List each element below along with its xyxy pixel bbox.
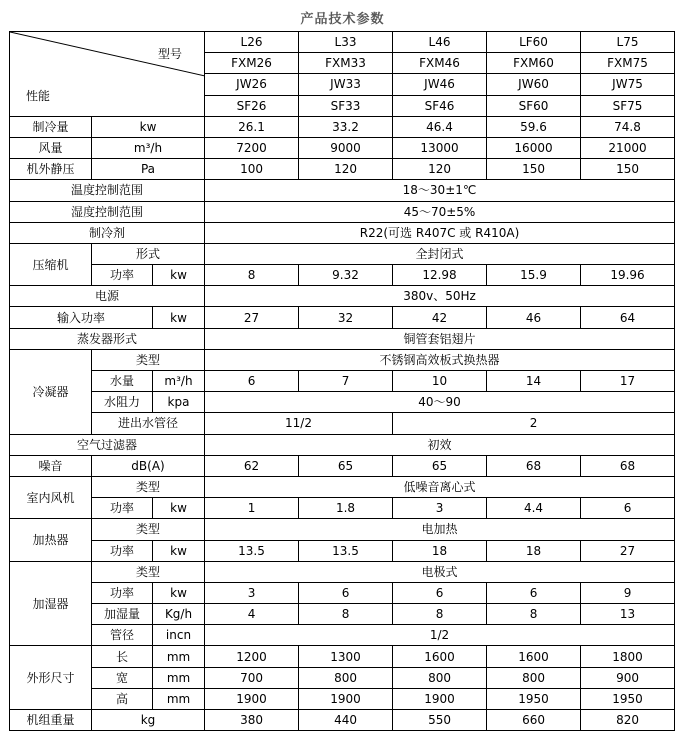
value-cell: 3 — [393, 498, 487, 519]
value-cell: 74.8 — [581, 116, 675, 137]
value-cell: 1600 — [393, 646, 487, 667]
temp-range-row — [10, 180, 675, 201]
humidifier-power-row — [10, 582, 675, 603]
model-cell: SF33 — [299, 95, 393, 116]
row-label: 制冷剂 — [10, 222, 205, 243]
row-label: 温度控制范围 — [10, 180, 205, 201]
value-cell: 46.4 — [393, 116, 487, 137]
row-label: 噪音 — [10, 455, 92, 476]
value-cell: 11/2 — [205, 413, 393, 434]
row-group-label: 加热器 — [10, 519, 92, 561]
model-cell: FXM33 — [299, 53, 393, 74]
value-cell: 800 — [299, 667, 393, 688]
row-label: 机组重量 — [10, 710, 92, 731]
sub-label: 形式 — [92, 243, 205, 264]
sub-label: 水量 — [92, 371, 153, 392]
model-cell: FXM26 — [205, 53, 299, 74]
model-cell: JW60 — [487, 74, 581, 95]
heater-type-row — [10, 519, 675, 540]
unit-cell: kw — [153, 540, 205, 561]
sub-label: 进出水管径 — [92, 413, 205, 434]
value-cell: 1900 — [393, 688, 487, 709]
model-cell: JW75 — [581, 74, 675, 95]
value-cell: 1 — [205, 498, 299, 519]
value-cell: 150 — [581, 159, 675, 180]
cooling-row — [10, 116, 675, 137]
row-label: 机外静压 — [10, 159, 92, 180]
value-cell: 4.4 — [487, 498, 581, 519]
unit-cell: Kg/h — [153, 604, 205, 625]
unit-cell: Pa — [92, 159, 205, 180]
dimension-length-row — [10, 646, 675, 667]
model-cell: LF60 — [487, 32, 581, 53]
value-cell: 1300 — [299, 646, 393, 667]
value-cell: 6 — [299, 582, 393, 603]
unit-cell: dB(A) — [92, 455, 205, 476]
row-group-label: 室内风机 — [10, 476, 92, 518]
sub-label: 功率 — [92, 498, 153, 519]
model-cell: SF60 — [487, 95, 581, 116]
unit-cell: kw — [153, 498, 205, 519]
unit-cell: kw — [153, 307, 205, 328]
value-cell: 7 — [299, 371, 393, 392]
evaporator-row — [10, 328, 675, 349]
value-cell: 18 — [393, 540, 487, 561]
value-cell: 6 — [393, 582, 487, 603]
sub-label: 水阻力 — [92, 392, 153, 413]
dimension-width-row — [10, 667, 675, 688]
air-filter-row — [10, 434, 675, 455]
value-cell: 900 — [581, 667, 675, 688]
model-cell: FXM75 — [581, 53, 675, 74]
sub-label: 宽 — [92, 667, 153, 688]
condenser-resistance-row — [10, 392, 675, 413]
value-cell: 3 — [205, 582, 299, 603]
humidifier-amount-row — [10, 604, 675, 625]
model-cell: SF26 — [205, 95, 299, 116]
row-label: 电源 — [10, 286, 205, 307]
model-cell: FXM46 — [393, 53, 487, 74]
value-cell: 1200 — [205, 646, 299, 667]
value-cell: 1.8 — [299, 498, 393, 519]
value-cell: 9.32 — [299, 265, 393, 286]
value-cell: 17 — [581, 371, 675, 392]
value-cell: 13.5 — [205, 540, 299, 561]
heater-power-row — [10, 540, 675, 561]
value-cell: 1600 — [487, 646, 581, 667]
header-diagonal-cell — [10, 32, 205, 117]
condenser-type-row — [10, 349, 675, 370]
row-group-label: 外形尺寸 — [10, 646, 92, 710]
value-cell: 7200 — [205, 137, 299, 158]
unit-cell: mm — [153, 646, 205, 667]
value-cell: 16000 — [487, 137, 581, 158]
unit-cell: m³/h — [92, 137, 205, 158]
sub-label: 类型 — [92, 476, 205, 497]
value-cell: 6 — [581, 498, 675, 519]
value-cell: 62 — [205, 455, 299, 476]
value-cell: 8 — [393, 604, 487, 625]
value-cell: 660 — [487, 710, 581, 731]
value-cell: 68 — [487, 455, 581, 476]
value-cell: 电极式 — [205, 561, 675, 582]
value-cell: 59.6 — [487, 116, 581, 137]
value-cell: 700 — [205, 667, 299, 688]
row-label: 蒸发器形式 — [10, 328, 205, 349]
value-cell: 全封闭式 — [205, 243, 675, 264]
value-cell: 1950 — [487, 688, 581, 709]
model-cell: JW26 — [205, 74, 299, 95]
compressor-form-row — [10, 243, 675, 264]
value-cell: 40～90 — [205, 392, 675, 413]
row-group-label: 加湿器 — [10, 561, 92, 646]
page-title: 产品技术参数 — [300, 12, 385, 27]
power-supply-row — [10, 286, 675, 307]
value-cell: 26.1 — [205, 116, 299, 137]
condenser-water-row — [10, 371, 675, 392]
dimension-height-row — [10, 688, 675, 709]
header-row-1 — [10, 32, 675, 53]
value-cell: 9 — [581, 582, 675, 603]
model-cell: L75 — [581, 32, 675, 53]
value-cell: 铜管套铝翅片 — [205, 328, 675, 349]
unit-cell: kg — [92, 710, 205, 731]
unit-cell: m³/h — [153, 371, 205, 392]
value-cell: 380 — [205, 710, 299, 731]
model-cell: SF46 — [393, 95, 487, 116]
model-cell: L46 — [393, 32, 487, 53]
row-label: 湿度控制范围 — [10, 201, 205, 222]
row-group-label: 冷凝器 — [10, 349, 92, 434]
weight-row — [10, 710, 675, 731]
value-cell: 440 — [299, 710, 393, 731]
value-cell: 13.5 — [299, 540, 393, 561]
value-cell: 42 — [393, 307, 487, 328]
unit-cell: kw — [153, 582, 205, 603]
humidifier-pipe-row — [10, 625, 675, 646]
refrigerant-row — [10, 222, 675, 243]
value-cell: 820 — [581, 710, 675, 731]
model-label: 型号 — [158, 47, 183, 61]
unit-cell: kpa — [153, 392, 205, 413]
diagonal-line — [10, 32, 205, 116]
sub-label: 类型 — [92, 561, 205, 582]
model-cell: L26 — [205, 32, 299, 53]
value-cell: 1900 — [299, 688, 393, 709]
value-cell: 8 — [299, 604, 393, 625]
model-cell: L33 — [299, 32, 393, 53]
unit-cell: mm — [153, 688, 205, 709]
value-cell: 21000 — [581, 137, 675, 158]
value-cell: 120 — [299, 159, 393, 180]
unit-cell: kw — [92, 116, 205, 137]
unit-cell: kw — [153, 265, 205, 286]
sub-label: 管径 — [92, 625, 153, 646]
value-cell: 1900 — [205, 688, 299, 709]
value-cell: 9000 — [299, 137, 393, 158]
sub-label: 高 — [92, 688, 153, 709]
value-cell: 4 — [205, 604, 299, 625]
value-cell: 10 — [393, 371, 487, 392]
value-cell: 64 — [581, 307, 675, 328]
value-cell: 150 — [487, 159, 581, 180]
value-cell: 380v、50Hz — [205, 286, 675, 307]
sub-label: 类型 — [92, 519, 205, 540]
value-cell: 15.9 — [487, 265, 581, 286]
value-cell: 100 — [205, 159, 299, 180]
sub-label: 功率 — [92, 540, 153, 561]
value-cell: 33.2 — [299, 116, 393, 137]
performance-label: 性能 — [26, 89, 51, 103]
model-cell: FXM60 — [487, 53, 581, 74]
value-cell: 2 — [393, 413, 675, 434]
input-power-row — [10, 307, 675, 328]
noise-row — [10, 455, 675, 476]
value-cell: 1/2 — [205, 625, 675, 646]
airflow-row — [10, 137, 675, 158]
row-label: 风量 — [10, 137, 92, 158]
value-cell: 27 — [581, 540, 675, 561]
value-cell: 12.98 — [393, 265, 487, 286]
indoor-fan-type-row — [10, 476, 675, 497]
value-cell: 18～30±1℃ — [205, 180, 675, 201]
value-cell: 1800 — [581, 646, 675, 667]
value-cell: 800 — [487, 667, 581, 688]
condenser-pipe-row — [10, 413, 675, 434]
humidifier-type-row — [10, 561, 675, 582]
value-cell: 19.96 — [581, 265, 675, 286]
value-cell: 65 — [393, 455, 487, 476]
value-cell: R22(可选 R407C 或 R410A) — [205, 222, 675, 243]
value-cell: 13 — [581, 604, 675, 625]
value-cell: 46 — [487, 307, 581, 328]
value-cell: 550 — [393, 710, 487, 731]
compressor-power-row — [10, 265, 675, 286]
value-cell: 13000 — [393, 137, 487, 158]
static-pressure-row — [10, 159, 675, 180]
sub-label: 功率 — [92, 582, 153, 603]
indoor-fan-power-row — [10, 498, 675, 519]
unit-cell: incn — [153, 625, 205, 646]
value-cell: 800 — [393, 667, 487, 688]
unit-cell: mm — [153, 667, 205, 688]
value-cell: 27 — [205, 307, 299, 328]
row-label: 输入功率 — [10, 307, 153, 328]
value-cell: 68 — [581, 455, 675, 476]
sub-label: 长 — [92, 646, 153, 667]
value-cell: 120 — [393, 159, 487, 180]
value-cell: 18 — [487, 540, 581, 561]
sub-label: 功率 — [92, 265, 153, 286]
value-cell: 65 — [299, 455, 393, 476]
model-cell: SF75 — [581, 95, 675, 116]
model-cell: JW46 — [393, 74, 487, 95]
value-cell: 32 — [299, 307, 393, 328]
value-cell: 45～70±5% — [205, 201, 675, 222]
row-label: 空气过滤器 — [10, 434, 205, 455]
value-cell: 初效 — [205, 434, 675, 455]
row-group-label: 压缩机 — [10, 243, 92, 285]
value-cell: 低噪音离心式 — [205, 476, 675, 497]
value-cell: 6 — [487, 582, 581, 603]
value-cell: 8 — [205, 265, 299, 286]
spec-table — [9, 31, 675, 731]
row-label: 制冷量 — [10, 116, 92, 137]
value-cell: 8 — [487, 604, 581, 625]
value-cell: 电加热 — [205, 519, 675, 540]
value-cell: 不锈钢高效板式换热器 — [205, 349, 675, 370]
sub-label: 类型 — [92, 349, 205, 370]
humidity-range-row — [10, 201, 675, 222]
sub-label: 加湿量 — [92, 604, 153, 625]
value-cell: 14 — [487, 371, 581, 392]
model-cell: JW33 — [299, 74, 393, 95]
value-cell: 1950 — [581, 688, 675, 709]
value-cell: 6 — [205, 371, 299, 392]
